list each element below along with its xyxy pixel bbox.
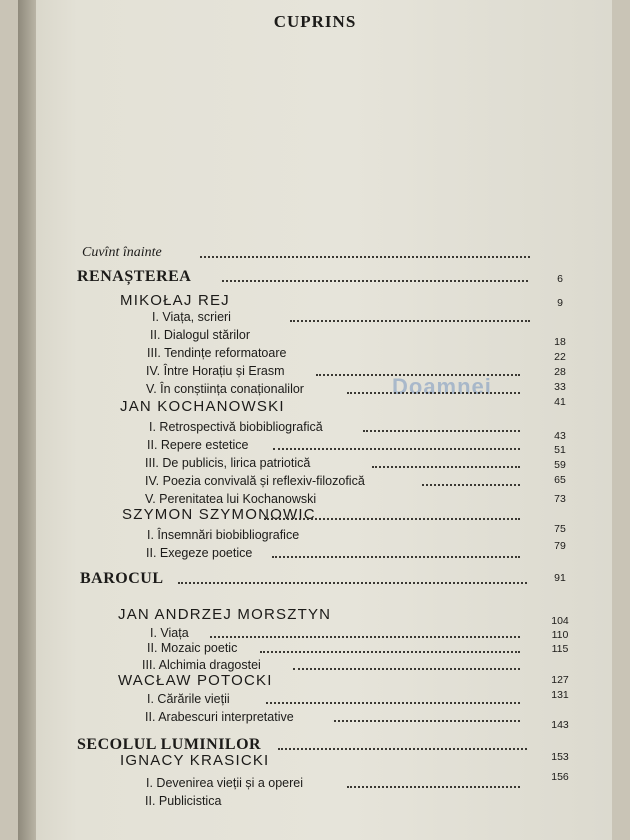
toc-entry-page-number: 110 xyxy=(551,629,569,641)
toc-entry-label: II. Exegeze poetice xyxy=(146,546,253,560)
toc-entry-label: JAN ANDRZEJ MORSZTYN xyxy=(118,606,332,623)
toc-entry xyxy=(0,453,630,473)
toc-entry-page-number: 59 xyxy=(554,459,566,471)
toc-entry-label: II. Arabescuri interpretative xyxy=(145,710,294,724)
toc-entry-page-number: 28 xyxy=(554,366,566,378)
toc-leader-dots xyxy=(278,748,527,750)
toc-entry-page-number: 73 xyxy=(554,493,566,505)
toc-entry-label: SZYMON SZYMONOWIC xyxy=(122,506,316,523)
toc-entry-label: II. Mozaic poetic xyxy=(147,641,238,655)
toc-leader-dots xyxy=(200,256,530,258)
toc-leader-dots xyxy=(222,280,528,282)
toc-leader-dots xyxy=(363,430,520,432)
toc-leader-dots xyxy=(347,786,520,788)
toc-entry-page-number: 153 xyxy=(551,751,569,763)
toc-leader-dots xyxy=(347,392,520,394)
toc-entry-page-number: 75 xyxy=(554,523,566,535)
toc-entry-page-number: 41 xyxy=(554,396,566,408)
toc-entry-page-number: 143 xyxy=(551,719,569,731)
toc-entry xyxy=(0,540,630,563)
toc-leader-dots xyxy=(422,484,520,486)
toc-entry-label: III. Tendințe reformatoare xyxy=(147,346,287,360)
toc-entry-label: I. Viața, scrieri xyxy=(152,310,231,324)
toc-entry-page-number: 22 xyxy=(554,351,566,363)
toc-entry xyxy=(0,361,630,381)
toc-entry-label: I. Cărările vieții xyxy=(147,692,230,706)
toc-entry-page-number: 18 xyxy=(554,336,566,348)
toc-leader-dots xyxy=(273,448,520,450)
toc-leader-dots xyxy=(260,651,520,653)
toc-entry xyxy=(0,397,630,417)
toc-entry-label: JAN KOCHANOWSKI xyxy=(120,398,285,415)
toc-entry xyxy=(0,435,630,455)
toc-entry-page-number: 115 xyxy=(551,643,569,655)
toc-entry-label: V. În conștiința conaționalilor xyxy=(146,382,304,396)
toc-leader-dots xyxy=(266,702,520,704)
toc-entry-page-number: 43 xyxy=(554,430,566,442)
toc-entry xyxy=(0,605,630,625)
toc-leader-dots xyxy=(264,518,520,520)
toc-entry-page-number: 104 xyxy=(551,615,569,627)
toc-entry-label: BAROCUL xyxy=(80,570,164,587)
toc-entry-label: I. Devenirea vieții și a operei xyxy=(146,776,304,790)
page-title: CUPRINS xyxy=(273,12,357,31)
toc-entry xyxy=(0,417,630,442)
toc-entry-page-number: 156 xyxy=(551,771,569,783)
toc-entry-label: II. Publicistica xyxy=(145,794,222,808)
toc-entry-page-number: 9 xyxy=(557,297,563,309)
toc-leader-dots xyxy=(334,720,520,722)
toc-entry-label: WACŁAW POTOCKI xyxy=(118,672,273,689)
toc-entry-label: SECOLUL LUMINILOR xyxy=(77,736,262,753)
toc-entry-label: III. Alchimia dragostei xyxy=(142,658,261,672)
toc-entry-page-number: 127 xyxy=(551,674,569,686)
toc-entry-label: I. Retrospectivă biobibliografică xyxy=(149,420,323,434)
toc-entry-label: RENAȘTEREA xyxy=(77,268,192,285)
watermark-text: Doamnei xyxy=(392,374,492,399)
toc-entry-page-number: 65 xyxy=(554,474,566,486)
toc-entry xyxy=(0,707,630,731)
toc-entry-label: II. Dialogul stărilor xyxy=(150,328,251,342)
toc-entry-label: IV. Poezia convivală și reflexiv-filozofică xyxy=(145,474,365,488)
toc-entry xyxy=(0,525,630,545)
toc-entry-label: II. Repere estetice xyxy=(147,438,249,452)
toc-entry-page-number: 33 xyxy=(554,381,566,393)
toc-entry-label: IV. Între Horațiu și Erasm xyxy=(146,364,285,378)
toc-entry xyxy=(0,791,630,811)
toc-entry-label: III. De publicis, lirica patriotică xyxy=(145,456,311,470)
toc-entry-page-number: 131 xyxy=(551,689,569,701)
toc-entry-page-number: 6 xyxy=(557,273,563,285)
toc-entry xyxy=(0,267,630,287)
toc-leader-dots xyxy=(272,556,520,558)
toc-leader-dots xyxy=(293,668,520,670)
toc-entry xyxy=(0,569,630,589)
toc-entry xyxy=(0,243,630,263)
toc-entry xyxy=(0,671,630,691)
toc-leader-dots xyxy=(316,374,520,376)
toc-entry xyxy=(0,471,630,491)
toc-entry xyxy=(0,689,630,709)
toc-entry xyxy=(0,325,630,348)
toc-entry-label: I. Viața xyxy=(150,626,189,640)
toc-entry xyxy=(0,751,630,771)
toc-entry xyxy=(0,773,630,793)
toc-entry-page-number: 79 xyxy=(554,540,566,552)
toc-entry-label: MIKOŁAJ REJ xyxy=(120,292,230,309)
toc-entry xyxy=(0,379,630,399)
toc-entry-label: V. Perenitatea lui Kochanowski xyxy=(145,492,317,506)
toc-leader-dots xyxy=(178,582,527,584)
toc-leader-dots xyxy=(290,320,530,322)
toc-entry-page-number: 51 xyxy=(554,444,566,456)
toc-entry xyxy=(0,307,630,327)
toc-entry-label: I. Însemnări biobibliografice xyxy=(147,528,300,542)
toc-entry xyxy=(0,505,630,525)
toc-entry xyxy=(0,343,630,363)
toc-entry-page-number: 91 xyxy=(554,572,566,584)
toc-leader-dots xyxy=(372,466,521,468)
toc-entry-label: Cuvînt înainte xyxy=(82,245,162,260)
toc-entry-label: IGNACY KRASICKI xyxy=(120,752,270,769)
